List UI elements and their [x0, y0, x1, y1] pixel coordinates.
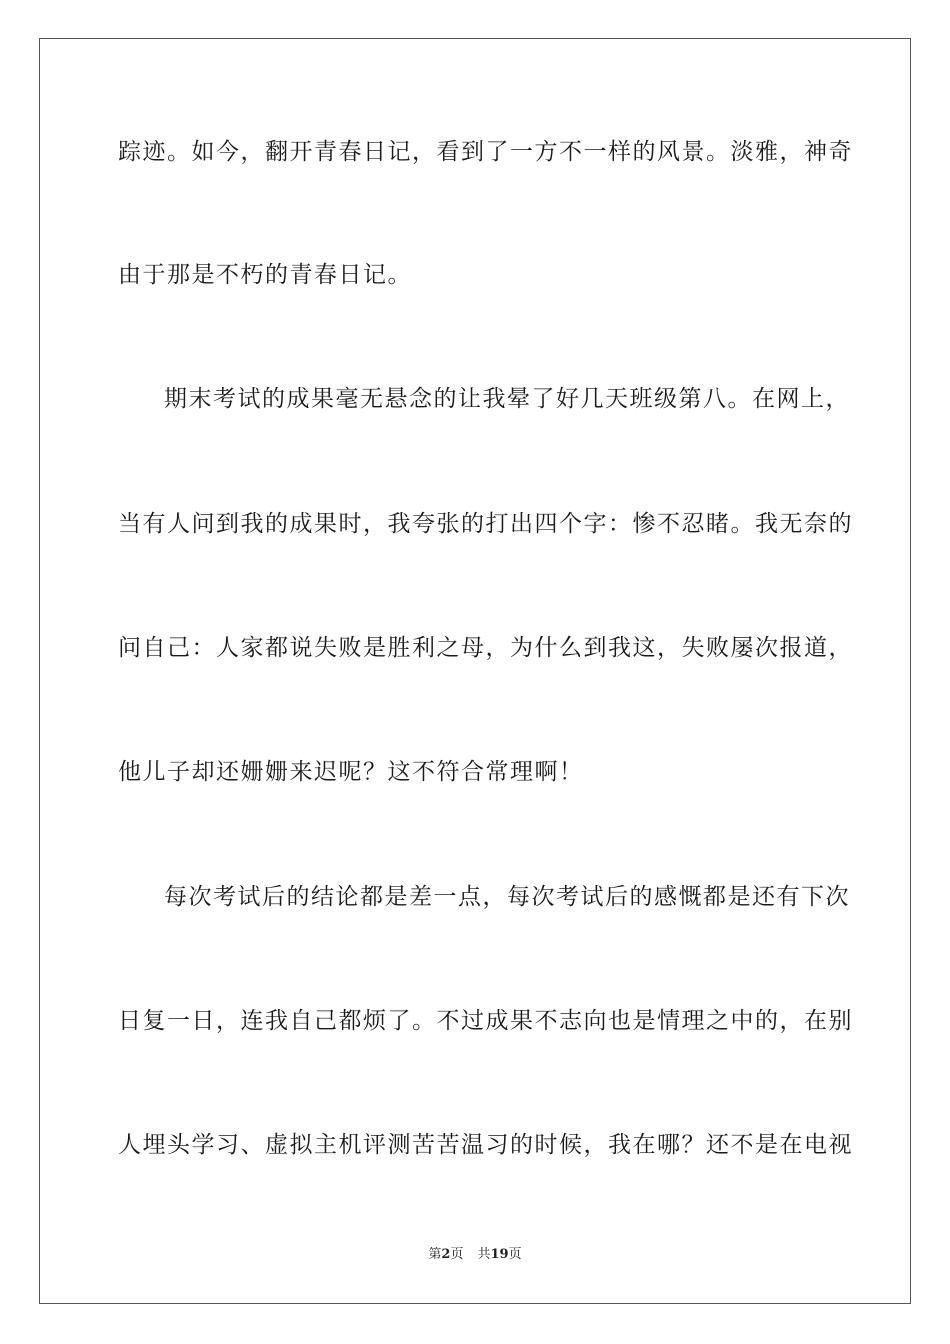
- text-line: 当有人问到我的成果时，我夸张的打出四个字：惨不忍睹。我无奈的: [118, 511, 853, 537]
- page-border: [39, 38, 911, 1304]
- paragraph-start-line: 每次考试后的结论都是差一点，每次考试后的感慨都是还有下次: [164, 884, 850, 910]
- page-number: 2: [441, 1247, 451, 1262]
- page-suffix: 页: [450, 1247, 464, 1262]
- text-line: 问自己：人家都说失败是胜利之母，为什么到我这，失败屡次报道，: [118, 635, 853, 661]
- text-line: 日复一日，连我自己都烦了。不过成果不志向也是情理之中的，在别: [118, 1008, 853, 1034]
- paragraph-start-line: 期末考试的成果毫无悬念的让我晕了好几天班级第八。在网上，: [164, 386, 850, 412]
- page-footer: [0, 1246, 950, 1264]
- text-line: 由于那是不朽的青春日记。: [118, 262, 412, 288]
- text-line: 踪迹。如今，翻开青春日记，看到了一方不一样的风景。淡雅，神奇: [118, 139, 853, 165]
- text-line: 人埋头学习、虚拟主机评测苦苦温习的时候，我在哪？还不是在电视: [118, 1132, 853, 1158]
- total-prefix: 共: [477, 1247, 491, 1262]
- total-suffix: 页: [508, 1247, 522, 1262]
- page-prefix: 第: [428, 1247, 442, 1262]
- total-pages: 19: [490, 1247, 509, 1262]
- text-line: 他儿子却还姗姗来迟呢？这不符合常理啊！: [118, 759, 584, 785]
